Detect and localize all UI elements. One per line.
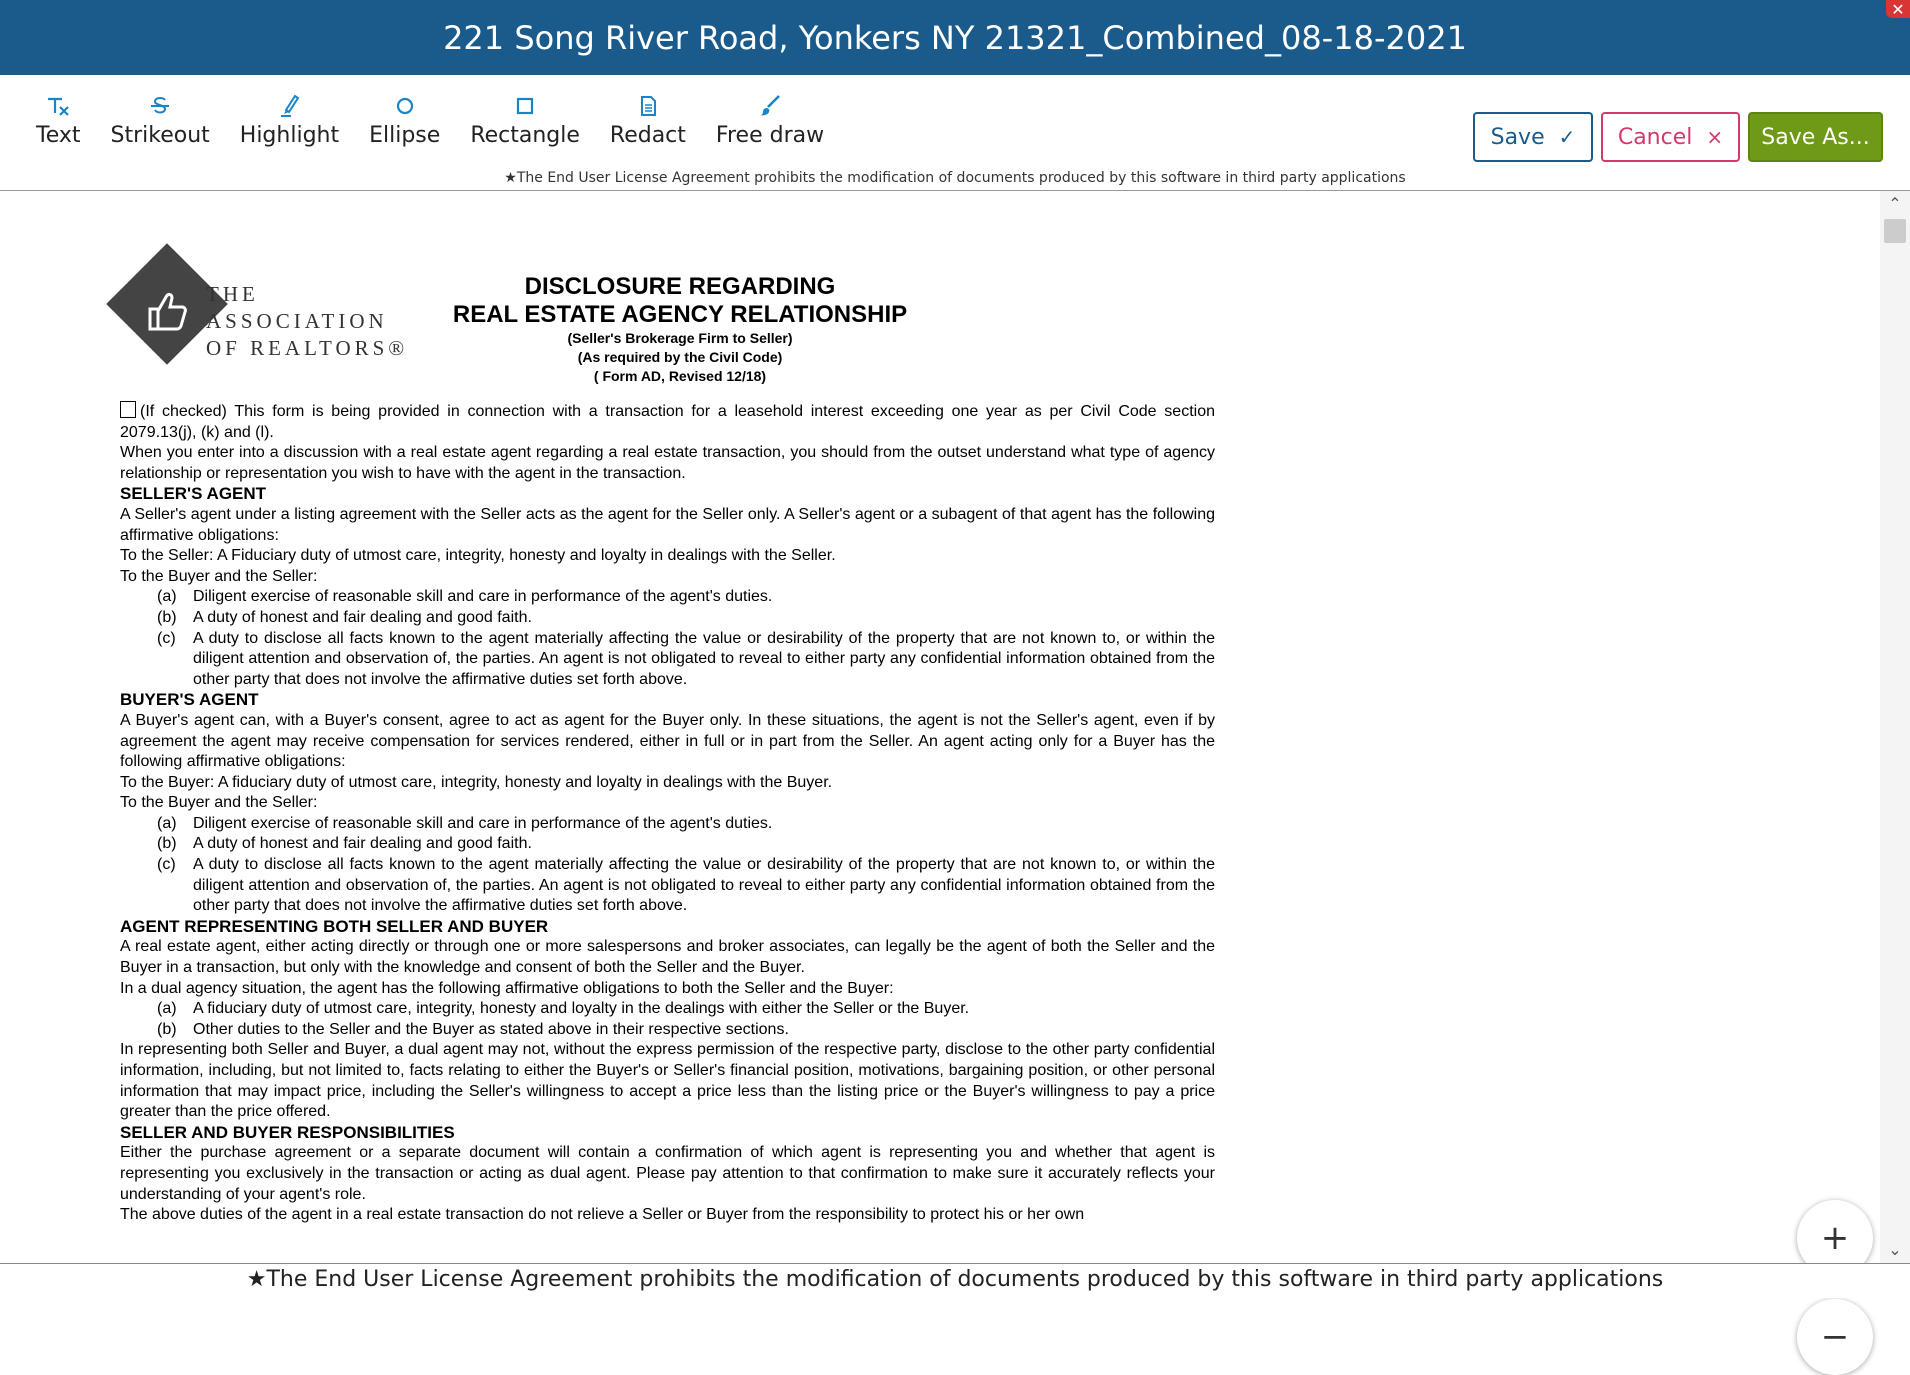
section-heading: SELLER'S AGENT [120, 484, 267, 504]
document-header [120, 251, 1215, 401]
list-item: (a) A fiduciary duty of utmost care, integrity, honesty and loyalty in the dealings with either the Seller or the Buyer. [157, 1000, 970, 1018]
text-tool-button[interactable] [36, 89, 81, 148]
tool-label: Ellipse [369, 123, 441, 148]
save-button-label: Save [1490, 124, 1545, 150]
free-draw-tool-button[interactable] [716, 89, 824, 148]
save-as-button[interactable] [1748, 112, 1883, 162]
cancel-button-label: Cancel [1617, 124, 1693, 150]
thumb-icon [136, 279, 196, 339]
paragraph: To the Buyer and the Seller: [120, 794, 318, 812]
document-icon [637, 89, 659, 123]
highlighter-icon [277, 89, 301, 123]
rectangle-icon [514, 89, 536, 123]
paragraph: In representing both Seller and Buyer, a dual agent may not, without the express permission of the respective party, disclose to the other party confidential information, including, but not limited to, facts relating to either the Buyer's or Seller's financial position, motivations, bargaining position, or other personal information that may impact price, including the Seller's willingness to accept a price less than the listing price or the Buyer's willingness to pay a price greater than the price offered. [120, 1041, 1215, 1121]
footer-license-notice: ★The End User License Agreement prohibits the modification of documents produced by this software in third party applications [0, 1263, 1910, 1298]
window-title-bar [0, 0, 1910, 75]
list-item: (b) A duty of honest and fair dealing and good faith. [157, 608, 532, 626]
zoom-in-button[interactable]: + [1797, 1200, 1873, 1276]
zoom-out-button[interactable]: − [1797, 1299, 1873, 1375]
paragraph: A Seller's agent under a listing agreement with the Seller acts as the agent for the Seller only. A Seller's agent or a subagent of that agent has the following affirmative obligations: [120, 505, 1215, 544]
section-heading: BUYER'S AGENT [120, 690, 259, 710]
tool-label: Highlight [239, 123, 340, 148]
ellipse-icon [394, 89, 416, 123]
tool-label: Strikeout [110, 123, 210, 148]
checkbox-paragraph: (If checked) This form is being provided in connection with a transaction for a leasehold interest exceeding one year as per Civil Code section 2079.13(j), (k) and (l). [120, 403, 1215, 441]
tool-group [36, 89, 854, 148]
paragraph: To the Buyer and the Seller: [120, 567, 318, 585]
list-item: (b) Other duties to the Seller and the Buyer as stated above in their respective sections. [157, 1020, 789, 1038]
cancel-button[interactable] [1601, 112, 1740, 162]
rectangle-tool-button[interactable] [470, 89, 580, 148]
paragraph: To the Seller: A Fiduciary duty of utmost care, integrity, honesty and loyalty in dealings with the Seller. [120, 547, 836, 565]
paragraph: To the Buyer: A fiduciary duty of utmost care, integrity, honesty and loyalty in dealings with the Buyer. [120, 773, 833, 791]
document-page [120, 251, 1215, 1226]
save-button[interactable] [1473, 112, 1593, 162]
list-item: (c) A duty to disclose all facts known to the agent materially affecting the value or desirability of the property that are not known to, or within the diligent attention and observation of, the parties. An agent is not obligated to reveal to either party any confidential information obtained from the other party that does not involve the affirmative duties set forth above. [157, 856, 1215, 915]
list-item: (b) A duty of honest and fair dealing and good faith. [157, 835, 532, 853]
checkmark-icon: ✓ [1558, 125, 1576, 149]
strikeout-tool-button[interactable] [111, 89, 210, 148]
tool-label: Rectangle [470, 123, 580, 148]
paragraph: A real estate agent, either acting directly or through one or more salespersons and broker associates, can legally be the agent of both the Seller and the Buyer in a transaction, but only with the knowledge and consent of both the Seller and the Buyer. [120, 938, 1215, 977]
vertical-scrollbar[interactable] [1880, 191, 1910, 1263]
close-icon: × [1706, 125, 1724, 149]
redact-tool-button[interactable] [610, 89, 686, 148]
paragraph: The above duties of the agent in a real estate transaction do not relieve a Seller or Buyer from the responsibility to protect his or her own [120, 1206, 1085, 1224]
tool-label: Text [36, 123, 81, 148]
save-as-button-label: Save As... [1761, 124, 1870, 150]
tool-label: Redact [609, 123, 686, 148]
logo-text: THE ASSOCIATION OF REALTORS® [206, 282, 409, 360]
text-tool-icon [45, 89, 71, 123]
section-heading: SELLER AND BUYER RESPONSIBILITIES [120, 1122, 455, 1142]
window-title: 221 Song River Road, Yonkers NY 21321_Combined_08-18-2021 [443, 18, 1467, 57]
paragraph: In a dual agency situation, the agent has the following affirmative obligations to both the Seller and the Buyer: [120, 979, 894, 997]
ellipse-tool-button[interactable] [369, 89, 440, 148]
leasehold-checkbox[interactable] [120, 401, 136, 418]
paragraph: Either the purchase agreement or a separate document will contain a confirmation of which agent is representing you and whether that agent is representing you exclusively in the transaction or acting as dual agent. Please pay attention to that confirmation to make sure it accurately reflects your understanding of your agent's role. [120, 1144, 1215, 1203]
tool-label: Free draw [715, 123, 825, 148]
association-logo [114, 251, 424, 381]
scroll-up-icon[interactable]: ⌃ [1888, 196, 1902, 213]
highlight-tool-button[interactable] [240, 89, 339, 148]
scroll-down-icon[interactable]: ⌄ [1888, 1242, 1902, 1259]
brush-icon [757, 89, 783, 123]
list-item: (a) Diligent exercise of reasonable skill and care in performance of the agent's duties. [157, 588, 773, 606]
intro-paragraph: When you enter into a discussion with a real estate agent regarding a real estate transaction, you should from the outset understand what type of agency relationship or representation you wish to have with the agent in the transaction. [120, 444, 1215, 482]
strikeout-icon [148, 89, 172, 123]
scrollbar-thumb[interactable] [1884, 219, 1906, 243]
paragraph: A Buyer's agent can, with a Buyer's consent, agree to act as agent for the Buyer only. In these situations, the agent is not the Seller's agent, even if by agreement the agent may receive compensation for services rendered, either in full or in part from the Seller. An agent acting only for a Buyer has the following affirmative obligations: [120, 711, 1215, 771]
list-item: (a) Diligent exercise of reasonable skill and care in performance of the agent's duties. [157, 814, 773, 832]
section-heading: AGENT REPRESENTING BOTH SELLER AND BUYER [120, 916, 549, 936]
close-icon[interactable]: ✕ [1886, 0, 1910, 18]
license-notice: ★The End User License Agreement prohibits the modification of documents produced by this software in third party applications [504, 170, 1406, 186]
document-title: DISCLOSURE REGARDING REAL ESTATE AGENCY RELATIONSHIP (Seller's Brokerage Firm to Seller) (As required by the Civil Code) ( Form AD, Revised 12/18) [452, 273, 908, 384]
list-item: (c) A duty to disclose all facts known to the agent materially affecting the value or desirability of the property that are not known to, or within the diligent attention and observation of, the parties. An agent is not obligated to reveal to either party any confidential information obtained from the other party that does not involve the affirmative duties set forth above. [157, 629, 1215, 688]
